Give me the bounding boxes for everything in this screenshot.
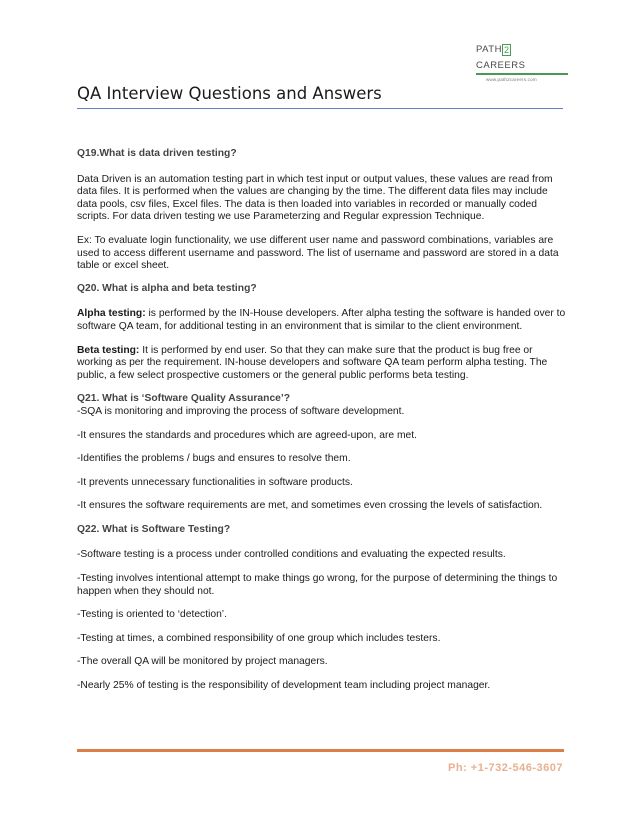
q20-beta-paragraph <box>77 345 567 383</box>
company-logo <box>476 44 570 90</box>
logo-path-text: PATH 2 <box>476 44 510 55</box>
q21-heading: Q21. What is ‘Software Quality Assurance’? <box>77 393 291 405</box>
beta-text: It is performed by end user. So that they can make sure that the product is bug free or working as per the requirement. IN-house developers and software QA team perform alpha testing. The public, a few select prospective customers or the general public performs beta testing. <box>77 344 548 381</box>
logo-careers-text: CAREERS <box>476 60 526 71</box>
q21-intro: -SQA is monitoring and improving the process of software development. <box>77 405 405 417</box>
footer-divider <box>77 749 564 752</box>
title-divider <box>77 108 563 109</box>
page-title: QA Interview Questions and Answers <box>77 84 382 103</box>
alpha-text: is performed by the IN-House developers. After alpha testing the software is handed over to software QA team, for additional testing in an environment that is similar to the client environment. <box>77 308 566 332</box>
logo-website: www.path2careers.com <box>486 77 537 82</box>
alpha-label: Alpha testing: <box>77 308 146 320</box>
logo-bar <box>476 73 568 75</box>
document-body <box>77 148 567 693</box>
q22-item: -Testing at times, a combined responsibility of one group which includes testers. <box>77 632 441 644</box>
q22-item: -The overall QA will be monitored by project managers. <box>77 656 328 668</box>
q21-item: -It prevents unnecessary functionalities in software products. <box>77 476 353 488</box>
q19-paragraph-2: Ex: To evaluate login functionality, we use different user name and password combinations, variables are used to access different username and password. The list of username and password are stored in a data table or excel sheet. <box>77 234 559 272</box>
q20-heading: Q20. What is alpha and beta testing? <box>77 282 257 294</box>
q22-item: -Testing involves intentional attempt to make things go wrong, for the purpose of determining the things to happen when they should not. <box>77 573 558 597</box>
q20-alpha-paragraph <box>77 308 567 333</box>
q19-heading: Q19.What is data driven testing? <box>77 148 237 159</box>
q22-item: -Software testing is a process under controlled conditions and evaluating the expected results. <box>77 549 506 561</box>
q21-item: -It ensures the software requirements are met, and sometimes even crossing the levels of satisfaction. <box>77 500 543 512</box>
beta-label: Beta testing: <box>77 344 140 356</box>
q21-item: -Identifies the problems / bugs and ensures to resolve them. <box>77 453 351 465</box>
q21-item: -It ensures the standards and procedures which are agreed-upon, are met. <box>77 429 417 441</box>
q19-paragraph-1: Data Driven is an automation testing part in which test input or output values, these values are read from data files. It is performed when the values are changing by the time. The different data files may include data pools, csv files, Excel files. The data is then loaded into variables in recorded or manually coded scripts. For data driven testing we use Parameterzing and Regular expression Technique. <box>77 173 553 223</box>
footer-phone: Ph: +1-732-546-3607 <box>448 762 563 774</box>
logo-badge: 2 <box>503 45 510 55</box>
q22-item: -Nearly 25% of testing is the responsibility of development team including project manager. <box>77 680 491 692</box>
q22-heading: Q22. What is Software Testing? <box>77 523 231 535</box>
q22-item: -Testing is oriented to ‘detection’. <box>77 609 227 621</box>
